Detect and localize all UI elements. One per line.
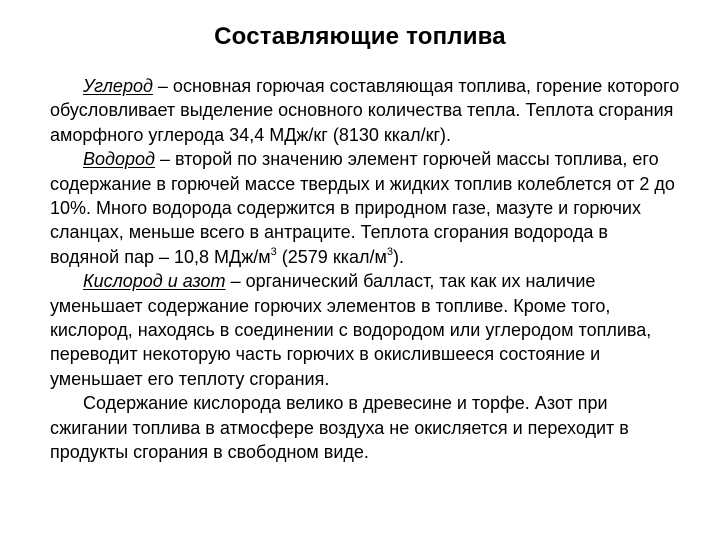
paragraph-carbon [50, 74, 682, 147]
paragraph-oxygen-nitrogen [50, 269, 682, 391]
superscript-cubic: 3 [386, 245, 393, 258]
term-carbon: Углерод [83, 76, 153, 96]
paragraph-carbon-text: – основная горючая составляющая топлива, горение которого обусловливает выделение основного количества тепла. Теплота сгорания аморфного углерода 34,4 МДж/кг (8130 ккал/кг). [50, 76, 680, 145]
slide-body [50, 74, 682, 465]
paragraph-hydrogen-text: – второй по значению элемент горючей массы топлива, его содержание в горючей массе твердых и жидких топлив колеблется от 2 до 10%. Много водорода содержится в природном газе, мазуте и горючих сланцах, меньше всего в антраците. Теплота сгорания водорода в водяной пар – 10,8 МДж/м [50, 149, 675, 267]
term-oxygen-nitrogen: Кислород и азот [83, 271, 226, 292]
paragraph-oxygen-nitrogen-text: – органический балласт, так как их наличие уменьшает содержание горючих элементов в топливе. Кроме того, кислород, находясь в соединении с водородом или углеродом топлива, переводит некоторую часть горючих в окислившееся состояние и уменьшает его теплоту сгорания. [50, 271, 652, 389]
paragraph-hydrogen-text-end: ). [392, 246, 404, 267]
term-hydrogen: Водород [83, 149, 155, 170]
paragraph-hydrogen-text-kcal: (2579 ккал/м [276, 246, 387, 267]
paragraph-hydrogen [50, 147, 682, 269]
superscript-cubic: 3 [270, 245, 277, 258]
slide-title: Составляющие топлива [214, 23, 506, 50]
paragraph-oxygen-content: Содержание кислорода велико в древесине и торфе. Азот при сжигании топлива в атмосфере воздуха не окисляется и переходит в продукты сгорания в свободном виде. [50, 393, 629, 463]
